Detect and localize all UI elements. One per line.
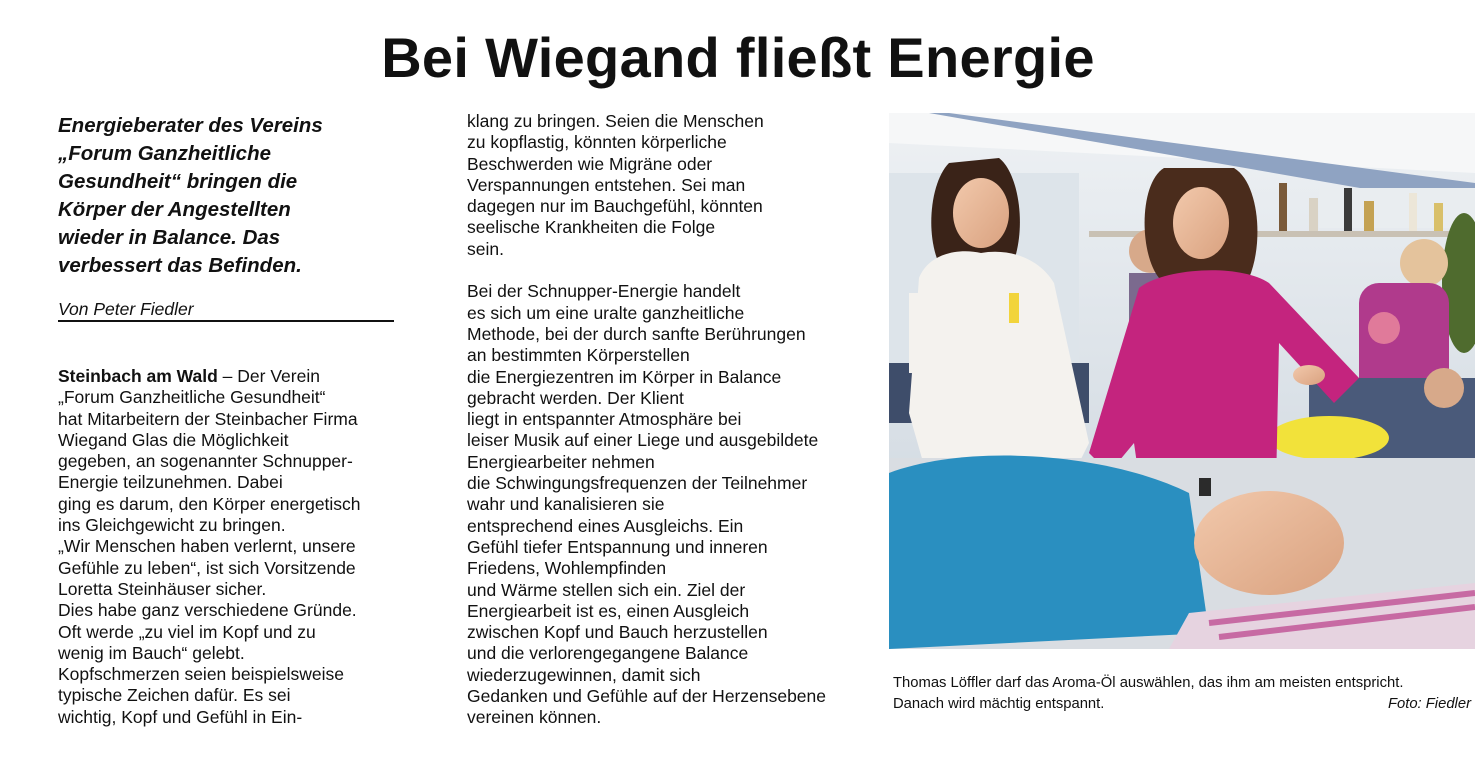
body-line: wichtig, Kopf und Gefühl in Ein- [58,706,303,727]
body-line: Gefühl tiefer Entspannung und inneren [467,536,768,557]
body-text-column-1 [58,366,398,728]
body-line: dagegen nur im Bauchgefühl, könnten [467,196,763,217]
body-line: an bestimmten Körperstellen [467,345,690,366]
bottle [1309,198,1318,231]
yellow-pillow [1269,416,1389,460]
body-line: hat Mitarbeitern der Steinbacher Firma [58,408,358,429]
man-shirt [889,456,1209,649]
dateline: Steinbach am Wald [58,366,218,386]
caption-line: Danach wird mächtig entspannt. [893,696,1105,712]
body-line: Wiegand Glas die Möglichkeit [58,429,289,450]
lead-line: wieder in Balance. Das [58,226,281,249]
article-photo [889,113,1475,649]
body-line: Friedens, Wohlempfinden [467,558,667,579]
caption-row [893,694,1475,715]
body-line: Verspannungen entstehen. Sei man [467,174,746,195]
body-line: „Wir Menschen haben verlernt, unsere [58,536,356,557]
body-line: Energiearbeit ist es, einen Ausgleich [467,600,750,621]
background-person-head [1400,239,1448,287]
article-column-2 [467,111,867,729]
body-line: sein. [467,238,504,259]
body-line: Oft werde „zu viel im Kopf und zu [58,621,316,642]
woman-right-face [1173,187,1229,259]
photo-credit: Foto: Fiedler [1387,696,1471,712]
body-line: wahr und kanalisieren sie [467,494,665,515]
body-line: wiederzugewinnen, damit sich [467,664,701,685]
body-line: ins Gleichgewicht zu bringen. [58,515,286,536]
lead-paragraph [58,112,398,280]
lead-line: Energieberater des Vereins [58,114,323,137]
shirt-rose [1368,312,1400,344]
body-line: gegeben, an sogenannter Schnupper- [58,451,353,472]
body-line: zwischen Kopf und Bauch herzustellen [467,622,768,643]
body-line [58,366,398,387]
bottle [1434,203,1443,231]
body-line: Methode, bei der durch sanfte Berührungen [467,323,806,344]
body-line: leiser Musik auf einer Liege und ausgebildete [467,430,819,451]
body-line: typische Zeichen dafür. Es sei [58,685,291,706]
body-line: Energiearbeiter nehmen [467,451,655,472]
body-line: vereinen können. [467,707,602,728]
article-column-1 [58,112,398,728]
body-line: entsprechend eines Ausgleichs. Ein [467,515,744,536]
lying-person-head [1424,368,1464,408]
body-line: Bei der Schnupper-Energie handelt [467,281,741,302]
lead-line: „Forum Ganzheitliche [58,142,271,165]
woman-right-hand [1293,365,1325,385]
body-line: Energie teilzunehmen. Dabei [58,472,283,493]
woman-left-arm [909,293,927,373]
body-line-rest: – Der Verein [217,366,320,386]
body-line: liegt in entspannter Atmosphäre bei [467,409,742,430]
body-line: es sich um eine uralte ganzheitliche [467,302,745,323]
body-line: Gefühle zu leben“, ist sich Vorsitzende [58,557,356,578]
caption-line: Thomas Löffler darf das Aroma-Öl auswählen, das ihm am meisten entspricht. [893,675,1404,691]
body-line: Gedanken und Gefühle auf der Herzensebene [467,686,827,707]
man-head [1194,491,1344,595]
bottle [1344,188,1352,231]
oil-dropper [1199,478,1211,496]
body-line: Loretta Steinhäuser sicher. [58,578,267,599]
lead-line: verbessert das Befinden. [58,254,302,277]
body-line: und Wärme stellen sich ein. Ziel der [467,579,746,600]
body-line: Beschwerden wie Migräne oder [467,153,713,174]
photo-caption [893,673,1475,715]
body-line: und die verlorengegangene Balance [467,643,749,664]
headline: Bei Wiegand fließt Energie [381,26,1095,89]
bottle [1409,193,1417,231]
body-line: wenig im Bauch“ gelebt. [58,642,245,663]
body-line: gebracht werden. Der Klient [467,387,684,408]
byline: Von Peter Fiedler [58,298,394,322]
body-line: die Energiezentren im Körper in Balance [467,366,782,387]
oil-bottle [1009,293,1019,323]
body-line: seelische Krankheiten die Folge [467,217,716,238]
body-line: Kopfschmerzen seien beispielsweise [58,664,344,685]
woman-left-face [953,178,1009,248]
body-line: zu kopflastig, könnten körperliche [467,132,727,153]
bottle [1279,183,1287,231]
bottle [1364,201,1374,231]
back-wall [1319,188,1475,228]
body-line: ging es darum, den Körper energetisch [58,493,361,514]
lead-line: Körper der Angestellten [58,198,291,221]
lead-line: Gesundheit“ bringen die [58,170,298,193]
body-line: klang zu bringen. Seien die Menschen [467,111,764,131]
body-line: die Schwingungsfrequenzen der Teilnehmer [467,473,808,494]
caption-row [893,673,1475,694]
paragraph-gap [467,260,867,281]
body-line: „Forum Ganzheitliche Gesundheit“ [58,387,326,408]
body-line: Dies habe ganz verschiedene Gründe. [58,600,357,621]
